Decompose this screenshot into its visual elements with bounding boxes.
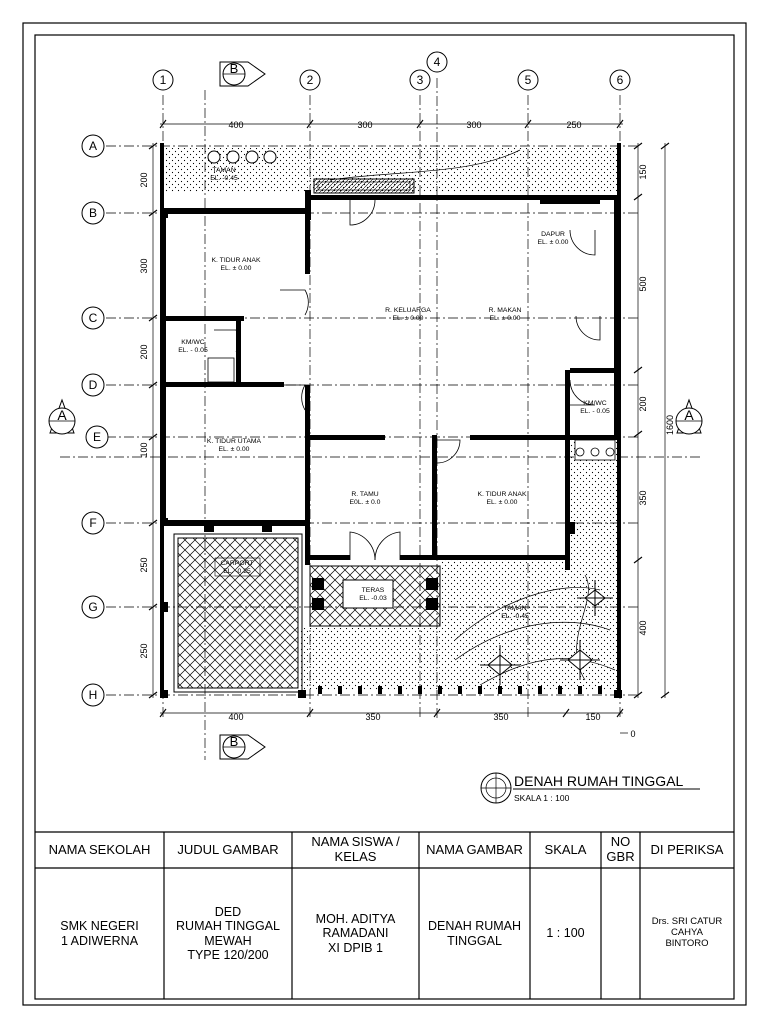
value-nama-siswa: MOH. ADITYA RAMADANI XI DPIB 1 — [315, 911, 396, 955]
room-kt-anak-2: K. TIDUR ANAK — [477, 491, 527, 498]
dim-left-1: 200 — [139, 172, 149, 188]
room-makan: R. MAKAN — [488, 307, 522, 314]
room-teras: TERAS — [361, 587, 385, 594]
dim-total: 1600 — [665, 414, 675, 436]
room-tamu-el: E0L. ± 0.0 — [349, 499, 381, 506]
drawing-title-block — [481, 773, 700, 803]
grid-label-B: B — [88, 206, 98, 220]
grid-label-A: A — [88, 139, 98, 153]
grid-label-1: 1 — [159, 73, 167, 87]
grid-label-6: 6 — [616, 73, 624, 87]
room-keluarga-el: EL. ± 0.00 — [392, 315, 424, 322]
dim-right-4: 350 — [638, 490, 648, 506]
value-di-periksa: Drs. SRI CATUR CAHYA BINTORO — [651, 916, 723, 949]
room-taman-front-el: EL. -0.45 — [501, 613, 529, 620]
dim-top-2: 300 — [357, 120, 373, 130]
room-kt-utama: K. TIDUR UTAMA — [206, 438, 262, 445]
room-kmwc-1: KM/WC — [181, 339, 205, 346]
front-garden — [300, 440, 618, 690]
room-kt-anak-1: K. TIDUR ANAK — [211, 257, 261, 264]
dim-top-4: 250 — [566, 120, 582, 130]
dim-left-4: 100 — [139, 442, 149, 458]
value-skala: 1 : 100 — [546, 926, 585, 941]
dim-right-2: 500 — [638, 276, 648, 292]
dim-left-6: 250 — [139, 643, 149, 659]
header-skala: SKALA — [544, 841, 587, 857]
grid-label-D: D — [88, 378, 98, 392]
dim-bottom-1: 400 — [228, 712, 244, 722]
room-dapur-el: EL. ± 0.00 — [537, 239, 569, 246]
room-taman-top-el: EL. -0.45 — [210, 175, 238, 182]
bathroom-fixtures — [208, 358, 615, 460]
dim-right-5: 400 — [638, 620, 648, 636]
section-marker-a-left — [49, 400, 75, 434]
room-dapur: DAPUR — [541, 231, 565, 238]
grid-label-F: F — [89, 516, 97, 530]
room-kmwc-1-el: EL. - 0.05 — [178, 347, 208, 354]
dim-left-3: 200 — [139, 344, 149, 360]
zero-mark: 0 — [630, 729, 636, 739]
section-label-a-right: A — [684, 407, 694, 423]
dim-bottom-3: 350 — [493, 712, 509, 722]
grid-label-C: C — [88, 311, 98, 325]
room-kmwc-2: KM/WC — [583, 400, 607, 407]
grid-label-4: 4 — [433, 55, 441, 69]
room-tamu: R. TAMU — [351, 491, 379, 498]
dim-left-2: 300 — [139, 258, 149, 274]
section-marker-a-right — [676, 400, 702, 434]
room-kt-anak-1-el: EL. ± 0.00 — [220, 265, 252, 272]
room-makan-el: EL. ± 0.00 — [489, 315, 521, 322]
dim-bottom-2: 350 — [365, 712, 381, 722]
room-kt-utama-el: EL. ± 0.00 — [218, 446, 250, 453]
section-label-b-bottom: B — [229, 734, 239, 749]
room-kt-anak-2-el: EL. ± 0.00 — [486, 499, 518, 506]
room-teras-el: EL. -0.03 — [359, 595, 387, 602]
dim-right-1: 150 — [638, 164, 648, 180]
room-carport: CARPORT — [220, 560, 254, 567]
header-no-gbr: NO GBR — [606, 834, 635, 864]
dim-top-3: 300 — [466, 120, 482, 130]
room-kmwc-2-el: EL. - 0.05 — [580, 408, 610, 415]
grid-label-G: G — [88, 600, 98, 614]
header-nama-gambar: NAMA GAMBAR — [426, 841, 523, 857]
value-nama-sekolah: SMK NEGERI 1 ADIWERNA — [60, 919, 139, 948]
dim-left-5: 250 — [139, 557, 149, 573]
header-di-periksa: DI PERIKSA — [650, 841, 724, 857]
section-marker-b-bottom — [220, 734, 265, 759]
door-swings — [211, 200, 600, 560]
section-label-b-top: B — [229, 61, 239, 76]
value-no-gbr — [601, 868, 640, 999]
drawing-scale: SKALA 1 : 100 — [514, 793, 570, 803]
grid-label-H: H — [88, 688, 98, 702]
header-nama-sekolah: NAMA SEKOLAH — [48, 841, 151, 857]
grid-label-5: 5 — [524, 73, 532, 87]
dim-right-3: 200 — [638, 396, 648, 412]
grid-label-3: 3 — [416, 73, 424, 87]
header-judul-gambar: JUDUL GAMBAR — [177, 841, 279, 857]
room-taman-front: TAMAN — [503, 605, 527, 612]
dim-bottom-4: 150 — [585, 712, 601, 722]
dim-top-1: 400 — [228, 120, 244, 130]
section-marker-b-top — [220, 61, 265, 86]
room-carport-el: EL. -0.25 — [223, 568, 251, 575]
grid-label-2: 2 — [306, 73, 314, 87]
header-nama-siswa: NAMA SISWA / KELAS — [311, 834, 400, 864]
value-judul-gambar: DED RUMAH TINGGAL MEWAH TYPE 120/200 — [176, 904, 280, 962]
value-nama-gambar: DENAH RUMAH TINGGAL — [427, 919, 522, 948]
front-fence — [318, 686, 602, 694]
room-taman-top: TAMAN — [212, 167, 236, 174]
kitchen-counter — [314, 179, 414, 193]
drawing-title: DENAH RUMAH TINGGAL — [514, 773, 684, 789]
section-label-a-left: A — [57, 407, 67, 423]
grid-label-E: E — [92, 430, 102, 444]
room-keluarga: R. KELUARGA — [385, 307, 431, 314]
